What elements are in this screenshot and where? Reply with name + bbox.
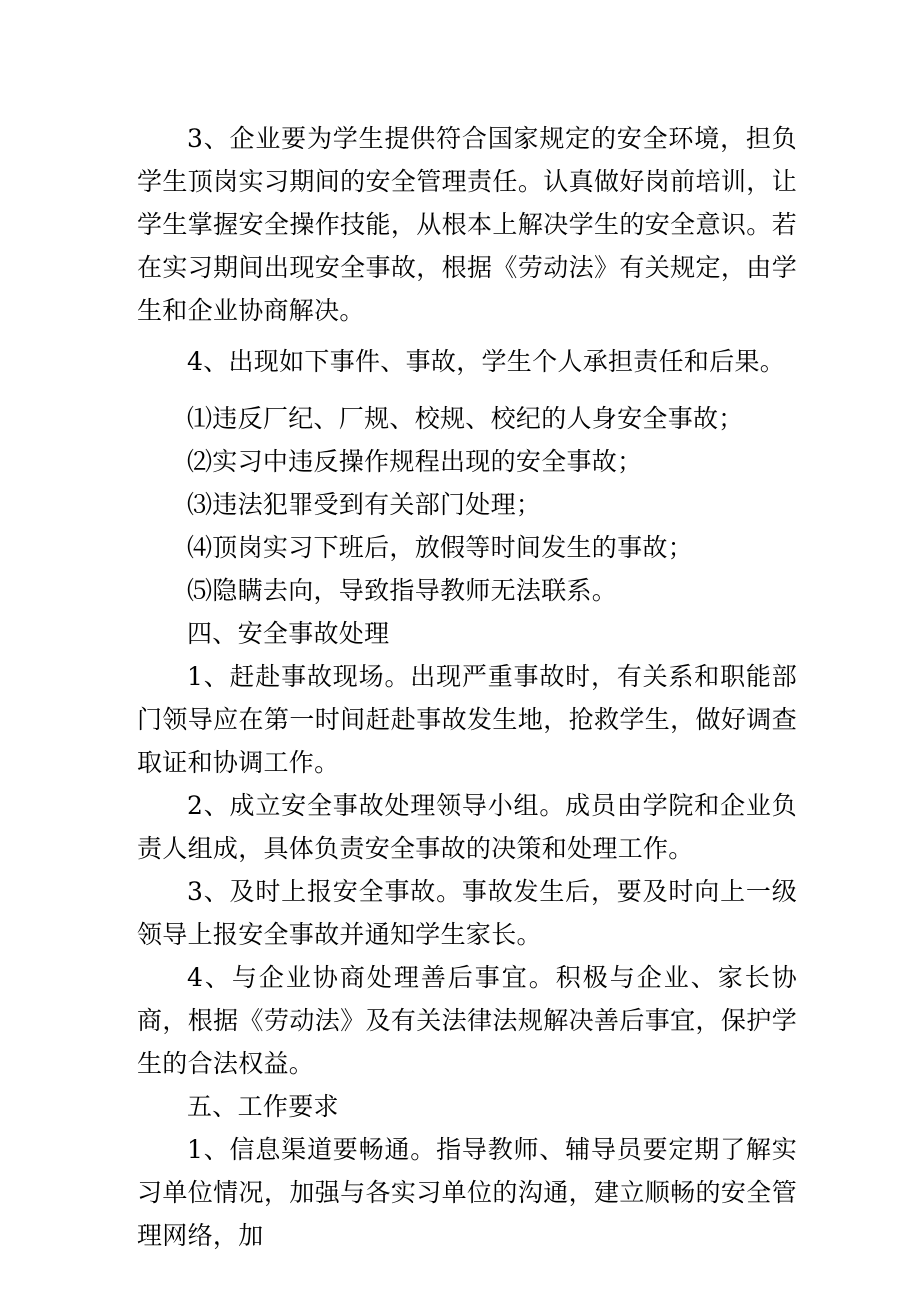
paragraph-aftermath-negotiation: 4、与企业协商处理善后事宜。积极与企业、家长协商，根据《劳动法》及有关法律法规解决善后事宜，保护学生的合法权益。 bbox=[137, 963, 797, 1078]
paragraph-leadership-group: 2、成立安全事故处理领导小组。成员由学院和企业负责人组成，具体负责安全事故的决策和处理工作。 bbox=[137, 791, 797, 863]
spacer bbox=[137, 332, 797, 340]
section-heading-accident-handling: 四、安全事故处理 bbox=[187, 619, 390, 648]
paragraph-rush-to-scene: 1、赶赴事故现场。出现严重事故时，有关系和职能部门领导应在第一时间赶赴事故发生地，抢救学生，做好调查取证和协调工作。 bbox=[137, 662, 797, 777]
paragraph-student-liability: 4、出现如下事件、事故，学生个人承担责任和后果。 bbox=[187, 347, 786, 376]
list-item: ⑸隐瞒去向，导致指导教师无法联系。 bbox=[187, 576, 618, 605]
list-item: ⑴违反厂纪、厂规、校规、校纪的人身安全事故； bbox=[187, 404, 744, 433]
spacer bbox=[137, 383, 797, 397]
list-item: ⑷顶岗实习下班后，放假等时间发生的事故； bbox=[187, 533, 694, 562]
list-item: ⑵实习中违反操作规程出现的安全事故； bbox=[187, 447, 643, 476]
paragraph-information-channel: 1、信息渠道要畅通。指导教师、辅导员要定期了解实习单位情况，加强与各实习单位的沟通，建立顺畅的安全管理网络，加 bbox=[137, 1135, 797, 1250]
list-item: ⑶违法犯罪受到有关部门处理； bbox=[187, 490, 542, 519]
paragraph-enterprise-safety: 3、企业要为学生提供符合国家规定的安全环境，担负学生顶岗实习期间的安全管理责任。认真做好岗前培训，让学生掌握安全操作技能，从根本上解决学生的安全意识。若在实习期间出现安全事故，根据《劳动法》有关规定，由学生和企业协商解决。 bbox=[137, 124, 797, 325]
paragraph-timely-report: 3、及时上报安全事故。事故发生后，要及时向上一级领导上报安全事故并通知学生家长。 bbox=[137, 877, 797, 949]
document-body bbox=[137, 117, 797, 1257]
section-heading-work-requirements: 五、工作要求 bbox=[187, 1092, 339, 1121]
